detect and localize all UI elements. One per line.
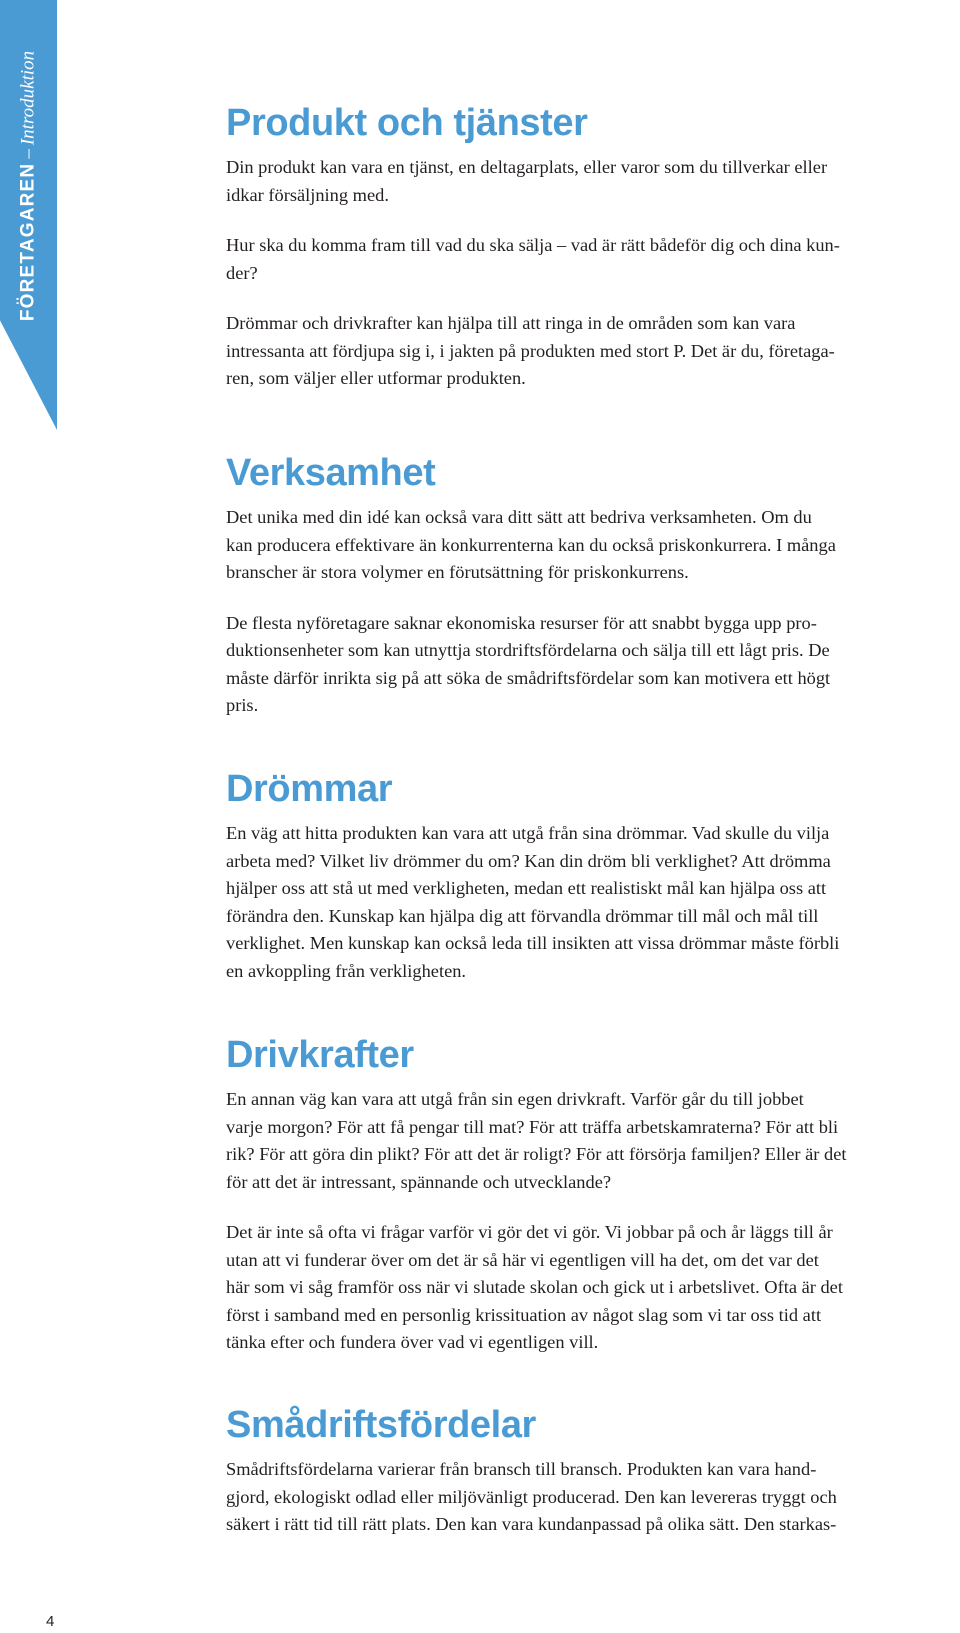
page-number: 4	[46, 1613, 55, 1630]
paragraph: En annan väg kan vara att utgå från sin egen drivkraft. Varför går du till jobbet varje morgon? För att få pengar till mat? För att träffa arbetskamraterna? För att bli rik? För att göra din plikt? För att det är roligt? För att försörja familjen? Eller är det för att det är intressant, spännande och utvecklande?	[226, 1089, 847, 1192]
paragraph: De flesta nyföretagare saknar ekonomiska resurser för att snabbt bygga upp pro- duktionsenheter som kan utnyttja stordriftsfördelarna och sälja till ett lågt pris. De måste därför inrikta sig på att söka de smådriftsfördelar som kan motivera ett högt pris.	[226, 612, 831, 715]
section-drivkrafter	[226, 1036, 847, 1380]
paragraph: Det unika med din idé kan också vara ditt sätt att bedriva verksamheten. Om du kan producera effektivare än konkurrenterna kan du också priskonkurrera. I många branscher är stora volymer en förutsättning för priskonkurrens.	[226, 507, 836, 582]
section-heading: Verksamhet	[226, 452, 436, 494]
section-smadriftsfordelar	[226, 1406, 837, 1562]
section-heading: Smådriftsfördelar	[226, 1404, 536, 1446]
section-heading: Drivkrafter	[226, 1034, 414, 1076]
side-tab-dash: –	[17, 149, 39, 159]
section-drommar	[226, 770, 839, 1008]
side-tab-subtitle: Introduktion	[17, 50, 39, 146]
paragraph: Smådriftsfördelarna varierar från bransch till bransch. Produkten kan vara hand- gjord, ekologiskt odlad eller miljövänligt producerad. Den kan levereras tryggt och säkert i rätt tid till rätt plats. Den kan vara kundanpassad på olika sätt. Den starkas-	[226, 1459, 837, 1534]
section-heading: Produkt och tjänster	[226, 102, 588, 144]
section-heading: Drömmar	[226, 768, 393, 810]
paragraph: Din produkt kan vara en tjänst, en deltagarplats, eller varor som du tillverkar eller idkar försäljning med.	[226, 157, 828, 205]
side-tab-label	[19, 51, 38, 321]
paragraph: Drömmar och drivkrafter kan hjälpa till att ringa in de områden som kan vara intressanta att fördjupa sig i, i jakten på produkten med stort P. Det är du, företaga- ren, som väljer eller utformar produkten.	[226, 313, 835, 388]
paragraph: En väg att hitta produkten kan vara att utgå från sina drömmar. Vad skulle du vilja arbeta med? Vilket liv drömmer du om? Kan din dröm bli verklighet? Att drömma hjälper oss att stå ut med verkligheten, medan ett realistiskt mål kan hjälpa oss att förändra den. Kunskap kan hjälpa dig att förvandla drömmar till mål och mål till verklighet. Men kunskap kan också leda till insikten att vissa drömmar måste förbli en avkoppling från verkligheten.	[226, 823, 840, 981]
section-produkt-och-tjanster	[226, 104, 960, 393]
section-verksamhet	[226, 454, 836, 743]
paragraph: Det är inte så ofta vi frågar varför vi gör det vi gör. Vi jobbar på och år läggs till år utan att vi funderar över om det är så här vi egentligen vill ha det, om det var det här som vi såg framför oss när vi slutade skolan och gick ut i arbetslivet. Ofta är det först i samband med en personlig krissituation av något slag som vi tar oss tid att tänka efter och fundera över vad vi egentligen vill.	[226, 1222, 843, 1352]
paragraph: Hur ska du komma fram till vad du ska sälja – vad är rätt bådeför dig och dina kun- der?	[226, 235, 840, 283]
side-tab-title: FÖRETAGAREN	[17, 162, 39, 322]
page-content	[226, 102, 960, 1534]
